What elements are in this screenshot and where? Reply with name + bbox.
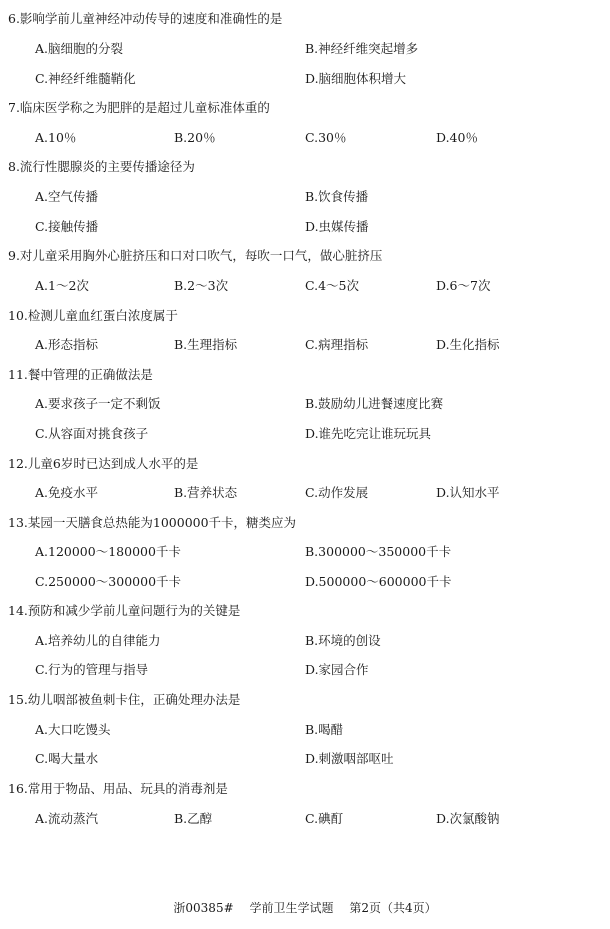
exam-title: 学前卫生学试题 [249, 901, 334, 915]
page-footer [0, 899, 610, 916]
question-stem: 6.影响学前儿童神经冲动传导的速度和准确性的是 [8, 11, 283, 26]
option-a: A.要求孩子一定不剩饭 [35, 396, 161, 411]
option-c: C.碘酊 [305, 811, 344, 826]
option-c: C.病理指标 [305, 337, 369, 352]
option-b: B.营养状态 [174, 485, 238, 500]
option-c: C.接触传播 [35, 219, 99, 234]
option-b: B.生理指标 [174, 337, 238, 352]
option-c: C.行为的管理与指导 [35, 662, 149, 677]
option-b: B.环境的创设 [305, 633, 381, 648]
option-a: A.形态指标 [35, 337, 99, 352]
option-d: D.谁先吃完让谁玩玩具 [305, 426, 432, 441]
option-b: B.20％ [174, 130, 216, 145]
option-d: D.生化指标 [436, 337, 500, 352]
option-b: B.2～3次 [174, 278, 229, 293]
option-a: A.脑细胞的分裂 [35, 41, 124, 56]
option-a: A.流动蒸汽 [35, 811, 99, 826]
question-stem: 12.儿童6岁时已达到成人水平的是 [8, 456, 199, 471]
question-stem: 8.流行性腮腺炎的主要传播途径为 [8, 159, 195, 174]
option-b: B.300000～350000千卡 [305, 544, 452, 559]
option-a: A.10％ [35, 130, 77, 145]
option-c: C.动作发展 [305, 485, 369, 500]
option-c: C.250000～300000千卡 [35, 574, 182, 589]
option-b: B.神经纤维突起增多 [305, 41, 419, 56]
option-c: C.从容面对挑食孩子 [35, 426, 149, 441]
option-b: B.饮食传播 [305, 189, 369, 204]
option-a: A.空气传播 [35, 189, 99, 204]
page-number: 第2页（共4页） [349, 901, 437, 915]
question-stem: 7.临床医学称之为肥胖的是超过儿童标准体重的 [8, 100, 270, 115]
option-d: D.500000～600000千卡 [305, 574, 452, 589]
option-d: D.刺激咽部呕吐 [305, 751, 394, 766]
option-c: C.30％ [305, 130, 347, 145]
option-a: A.大口吃馒头 [35, 722, 111, 737]
question-stem: 10.检测儿童血红蛋白浓度属于 [8, 308, 178, 323]
option-d: D.脑细胞体积增大 [305, 71, 407, 86]
question-stem: 13.某园一天膳食总热能为1000000千卡，糖类应为 [8, 515, 297, 530]
question-stem: 11.餐中管理的正确做法是 [8, 367, 153, 382]
question-stem: 15.幼儿咽部被鱼刺卡住，正确处理办法是 [8, 692, 241, 707]
option-a: A.免疫水平 [35, 485, 99, 500]
option-c: C.喝大量水 [35, 751, 99, 766]
option-b: B.乙醇 [174, 811, 213, 826]
option-a: A.1～2次 [35, 278, 89, 293]
exam-code: 浙00385# [173, 901, 234, 915]
option-a: A.120000～180000千卡 [35, 544, 181, 559]
question-stem: 9.对儿童采用胸外心脏挤压和口对口吹气，每吹一口气，做心脏挤压 [8, 248, 383, 263]
option-d: D.虫媒传播 [305, 219, 369, 234]
question-stem: 16.常用于物品、用品、玩具的消毒剂是 [8, 781, 228, 796]
option-c: C.神经纤维髓鞘化 [35, 71, 136, 86]
option-b: B.鼓励幼儿进餐速度比赛 [305, 396, 444, 411]
option-b: B.喝醋 [305, 722, 344, 737]
option-c: C.4～5次 [305, 278, 359, 293]
question-stem: 14.预防和减少学前儿童问题行为的关键是 [8, 603, 241, 618]
option-d: D.家园合作 [305, 662, 369, 677]
option-d: D.6～7次 [436, 278, 491, 293]
option-d: D.次氯酸钠 [436, 811, 500, 826]
option-a: A.培养幼儿的自律能力 [35, 633, 161, 648]
option-d: D.认知水平 [436, 485, 500, 500]
option-d: D.40％ [436, 130, 478, 145]
